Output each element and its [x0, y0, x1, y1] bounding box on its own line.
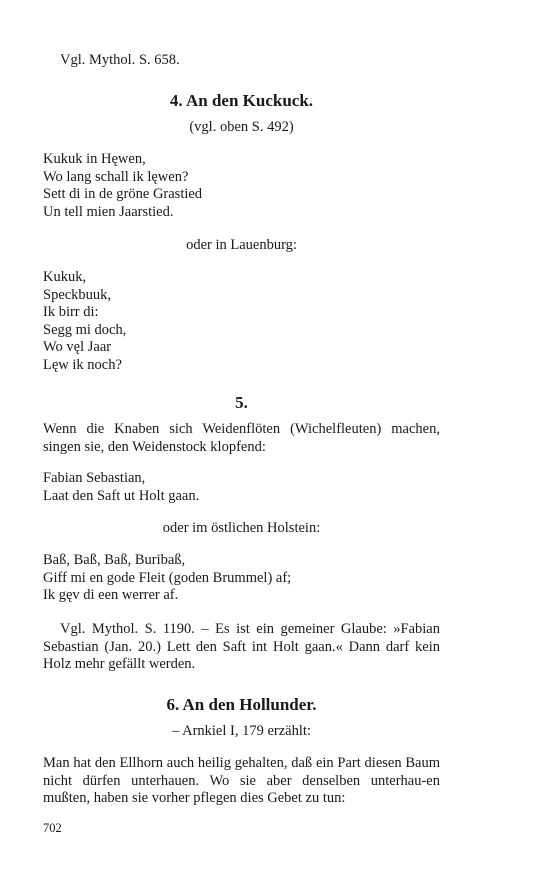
section-5-verse-2 — [43, 552, 291, 605]
section-6-body: Man hat den Ellhorn auch heilig gehalten, daß ein Part diesen Baum nicht dürfen unterhauen. Wo sie aber denselben unterhau-en mußten, haben sie vorher pflegen dies Gebet zu tun: — [43, 755, 440, 806]
section-5-verse-1 — [43, 470, 199, 505]
section-5-note: Vgl. Mythol. S. 1190. – Es ist ein gemeiner Glaube: »Fabian Sebastian (Jan. 20.) Lett den Saft int Holt gaan.« Dann darf kein Holz mehr gefällt werden. — [43, 621, 440, 672]
verse-line: Giff mi en gode Fleit (goden Brummel) af; — [43, 569, 292, 586]
verse-line: Wo lang schall ik lęwen? — [43, 168, 189, 185]
section-4-verse-2 — [43, 269, 126, 374]
verse-line: Kukuk in Hęwen, — [43, 151, 146, 167]
section-4-heading: 4. An den Kuckuck. — [169, 91, 314, 110]
verse-line: Segg mi doch, — [43, 321, 127, 338]
section-5-variant-label: oder im östlichen Holstein: — [162, 520, 321, 536]
verse-line: Ik gęv di een werrer af. — [43, 587, 179, 603]
book-page — [43, 0, 440, 880]
verse-line: Wo vęl Jaar — [43, 339, 112, 355]
verse-line: Baß, Baß, Baß, Buribaß, — [43, 552, 186, 568]
verse-line: Ik birr di: — [43, 304, 99, 320]
section-5-heading: 5. — [235, 393, 248, 412]
verse-line: Sett di in de gröne Grastied — [43, 186, 203, 202]
page-number: 702 — [43, 821, 62, 835]
section-5-intro: Wenn die Knaben sich Weidenflöten (Wichelfleuten) machen, singen sie, den Weidenstock klopfend: — [43, 421, 440, 455]
section-4-variant-label: oder in Lauenburg: — [186, 237, 297, 253]
section-6-heading: 6. An den Hollunder. — [166, 695, 317, 714]
verse-line: Fabian Sebastian, — [43, 470, 146, 486]
verse-line: Lęw ik noch? — [43, 356, 122, 373]
reference-line: Vgl. Mythol. S. 658. — [60, 52, 180, 68]
verse-line: Kukuk, — [43, 269, 87, 285]
section-4-verse-1 — [43, 151, 202, 221]
verse-line: Speckbuuk, — [43, 286, 112, 303]
section-4-subheading: (vgl. oben S. 492) — [189, 119, 294, 135]
verse-line: Laat den Saft ut Holt gaan. — [43, 487, 200, 504]
section-6-subheading: – Arnkiel I, 179 erzählt: — [172, 723, 311, 739]
verse-line: Un tell mien Jaarstied. — [43, 203, 174, 220]
